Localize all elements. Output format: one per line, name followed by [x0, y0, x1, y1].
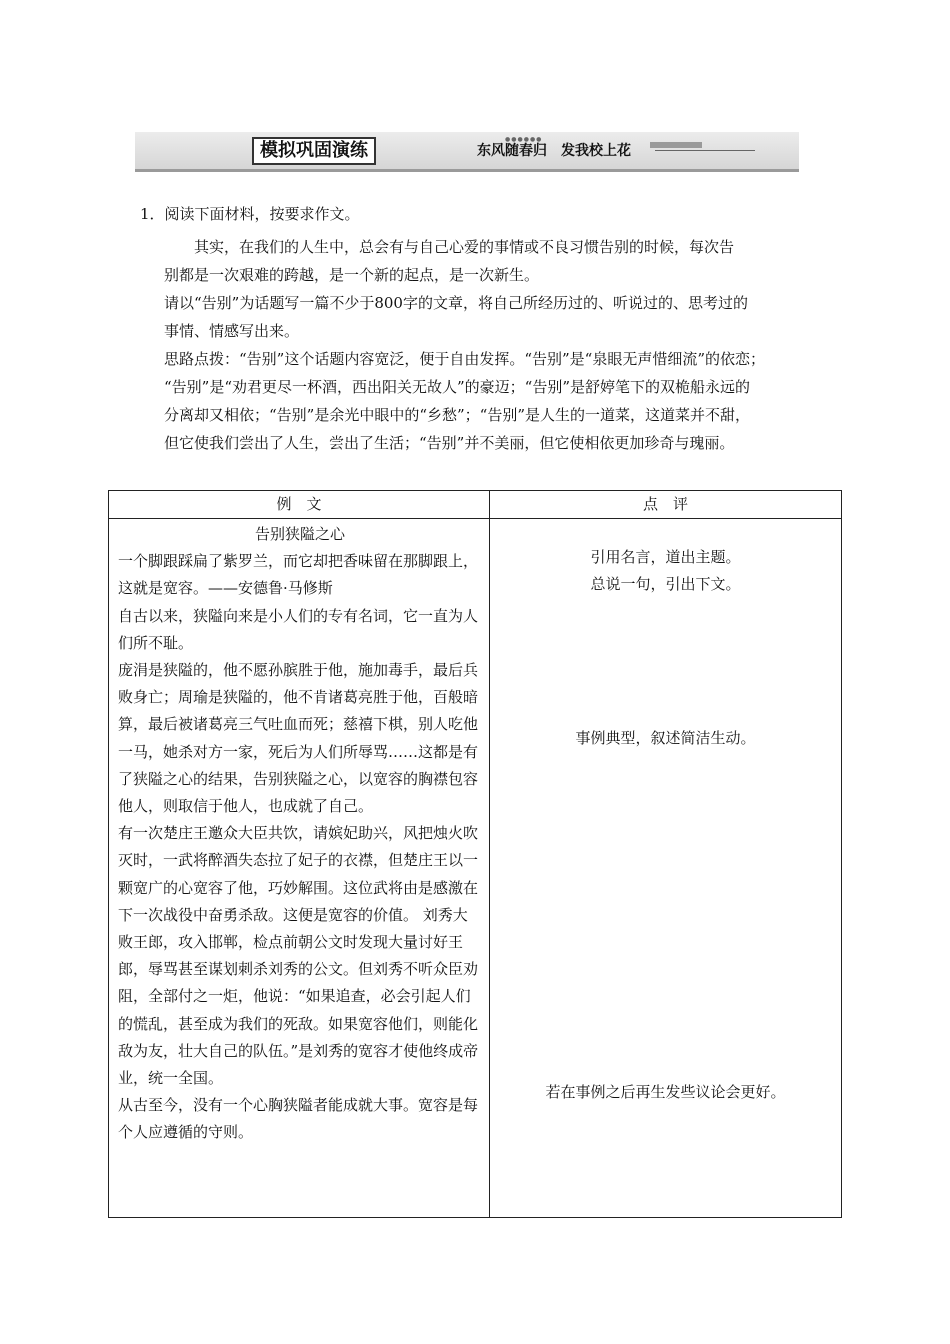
essay-paragraph: 一个脚跟踩扁了紫罗兰，而它却把香味留在那脚跟上，这就是宽容。——安德鲁·马修斯 — [118, 552, 479, 598]
question-number: 1．阅读下面材料，按要求作文。 — [140, 205, 360, 223]
hint-line: 分离却又相依；“告别”是余光中眼中的“乡愁”；“告别”是人生的一道菜，这道菜并不甜， — [164, 406, 751, 424]
banner-slogan: 东风随春归 发我校上花 — [477, 143, 631, 159]
requirement-line: 请以“告别”为话题写一篇不少于800字的文章，将自己所经历过的、听说过的、思考过的 — [164, 294, 748, 312]
essay-paragraph: 从古至今，没有一个心胸狭隘者能成就大事。宽容是每个人应遵循的守则。 — [118, 1096, 479, 1142]
banner-dots-decoration: ●●●●●● — [505, 136, 543, 143]
essay-title: 告别狭隘之心 — [254, 525, 345, 543]
column-divider — [489, 491, 490, 1217]
requirement-paragraph — [164, 289, 748, 345]
hint-line: “告别”是“劝君更尽一杯酒，西出阳关无故人”的豪迈；“告别”是舒婷笔下的双桅船永远的 — [164, 378, 751, 396]
banner-title: 模拟巩固演练 — [252, 137, 376, 165]
material-line: 其实，在我们的人生中，总会有与自己心爱的事情或不良习惯告别的时候，每次告 — [164, 238, 735, 256]
comment: 引用名言，道出主题。 — [590, 548, 741, 566]
header-comment: 点 评 — [642, 495, 688, 513]
essay-paragraph: 庞涓是狭隘的，他不愿孙膑胜于他，施加毒手，最后兵败身亡；周瑜是狭隘的，他不肯诸葛亮胜于他，百般暗算，最后被诸葛亮三气吐血而死；慈禧下棋，别人吃他一马，她杀对方一家，死后为人们所辱骂……这都是有了狭隘之心的结果，告别狭隘之心，以宽容的胸襟包容他人，则取信于他人，也成就了自己。 — [118, 661, 479, 816]
comment: 若在事例之后再生发些议论会更好。 — [545, 1083, 786, 1101]
hint-paragraph — [164, 345, 765, 457]
banner-line-decoration — [655, 150, 755, 151]
hint-line: 思路点拨：“告别”这个话题内容宽泛，便于自由发挥。“告别”是“泉眼无声惜细流”的依恋； — [164, 350, 766, 368]
header-essay: 例 文 — [276, 495, 322, 513]
material-paragraph — [164, 233, 734, 289]
hint-line: 但它使我们尝出了人生，尝出了生活；“告别”并不美丽，但它使相依更加珍奇与瑰丽。 — [164, 434, 735, 452]
comment: 总说一句，引出下文。 — [590, 575, 741, 593]
banner-bar-decoration — [650, 142, 702, 148]
requirement-line: 事情、情感写出来。 — [164, 322, 300, 340]
essay-paragraph: 有一次楚庄王邀众大臣共饮，请嫔妃助兴，风把烛火吹灭时，一武将醉酒失态拉了妃子的衣襟，但楚庄王以一颗宽广的心宽容了他，巧妙解围。这位武将由是感激在下一次战役中奋勇杀敌。这便是宽容的价值。 刘秀大败王郎，攻入邯郸，检点前朝公文时发现大量讨好王郎，辱骂甚至谋划刺杀刘秀的公文。但刘秀不听众臣劝阻，全部付之一炬，他说：“如果追查，必会引起人们的慌乱，甚至成为我们的死敌。如果宽容他们，则能化敌为友，壮大自己的队伍。”是刘秀的宽容才使他终成帝业，统一全国。 — [118, 824, 479, 1088]
section-banner — [135, 132, 799, 172]
comment: 事例典型，叙述简洁生动。 — [575, 729, 756, 747]
essay-comment-table — [108, 490, 842, 1218]
essay-paragraph: 自古以来，狭隘向来是小人们的专有名词，它一直为人们所不耻。 — [118, 606, 479, 652]
material-line: 别都是一次艰难的跨越，是一个新的起点，是一次新生。 — [164, 266, 540, 284]
essay-text — [118, 521, 482, 1147]
header-divider — [109, 518, 841, 519]
